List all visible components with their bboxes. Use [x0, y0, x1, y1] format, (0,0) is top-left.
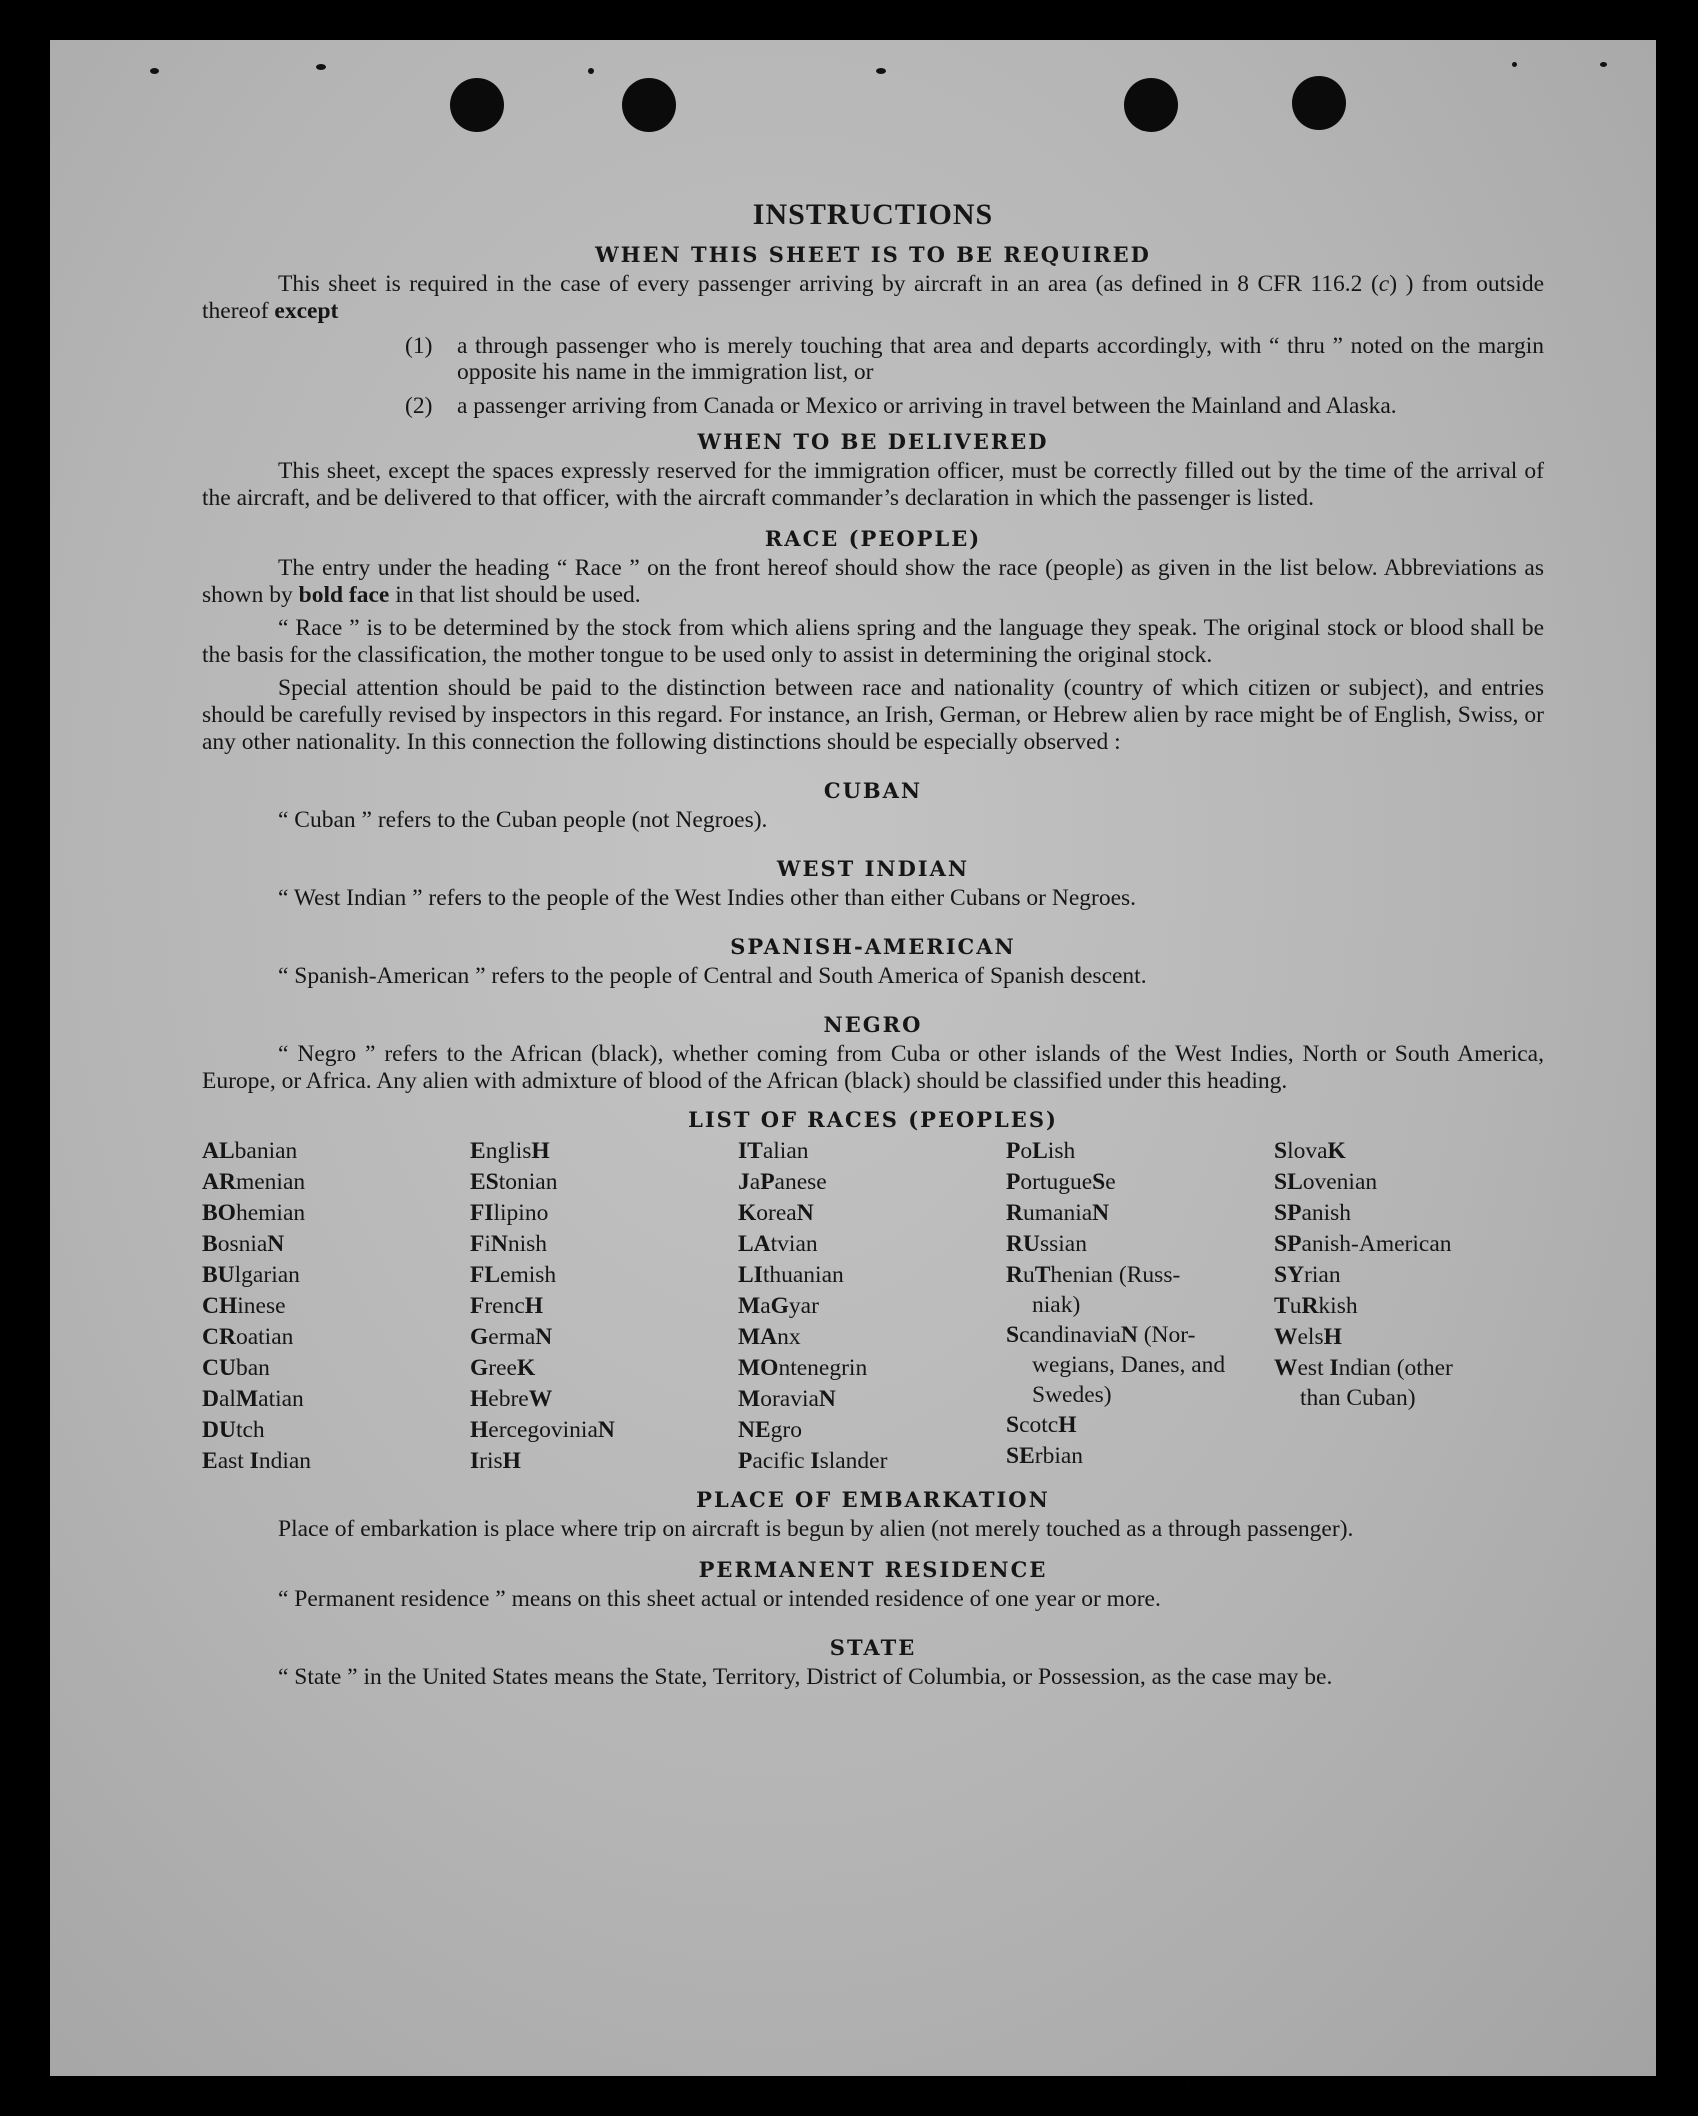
race-abbrev: NE	[738, 1417, 771, 1443]
race-entry	[470, 1291, 738, 1322]
race-paragraph-1	[202, 555, 1544, 609]
race-text: est	[1297, 1355, 1330, 1381]
race-abbrev: H	[1323, 1324, 1342, 1350]
race-text: nish	[507, 1231, 548, 1257]
race-text: atian	[258, 1386, 304, 1412]
race-abbrev: FL	[470, 1262, 501, 1288]
race-entry-continued: wegians, Danes, and Swedes)	[1032, 1352, 1226, 1408]
race-text: rian	[1304, 1262, 1341, 1288]
race-abbrev: E	[470, 1138, 486, 1164]
race-entry	[1274, 1322, 1542, 1353]
item-number: (1)	[405, 333, 433, 359]
race-abbrev: MO	[738, 1355, 779, 1381]
delivered-text: This sheet, except the spaces expressly reserved for the immigration officer, must be correctly filled out by the time of the arrival of the aircraft, and be delivered to that officer, with the aircraft commander’s declaration in which the passenger is listed.	[202, 458, 1544, 511]
race-column	[1006, 1136, 1274, 1477]
race-entry	[1006, 1410, 1274, 1441]
item-text: a passenger arriving from Canada or Mexico or arriving in travel between the Mainland and Alaska.	[457, 393, 1397, 419]
item-number: (2)	[405, 393, 433, 419]
race-abbrev: H	[470, 1386, 489, 1412]
race-abbrev: G	[770, 1293, 789, 1319]
west-indian-text: “ West Indian ” refers to the people of the West Indies other than either Cubans or Negroes.	[278, 885, 1137, 911]
race-text: nx	[777, 1324, 801, 1350]
race-abbrev: H	[524, 1293, 544, 1319]
race-text: lgarian	[234, 1262, 300, 1288]
cuban-text: “ Cuban ” refers to the Cuban people (not Negroes).	[278, 807, 768, 833]
race-abbrev: S	[1092, 1169, 1106, 1195]
race-abbrev: I	[470, 1448, 480, 1474]
heading-spanish-american: SPANISH-AMERICAN	[730, 934, 1016, 959]
race-entry	[470, 1198, 738, 1229]
race-abbrev: DU	[202, 1417, 236, 1443]
race-text: acific	[752, 1448, 811, 1474]
race-text: oravia	[760, 1386, 819, 1412]
race-entry	[202, 1384, 470, 1415]
race-abbrev: CR	[202, 1324, 236, 1350]
required-intro	[202, 271, 1544, 325]
race-text: ndian (other	[1338, 1355, 1453, 1381]
race-abbrev: T	[1034, 1262, 1051, 1288]
race-text: anish	[1301, 1200, 1352, 1226]
race-text: lipino	[493, 1200, 549, 1226]
negro-text: “ Negro ” refers to the African (black), whether coming from Cuba or other islands of the West Indies, North or South America, Europe, or Africa. Any alien with admixture of blood of the African (black) should be classified under this heading.	[202, 1041, 1544, 1094]
race-abbrev: S	[1274, 1138, 1288, 1164]
heading-west-indian: WEST INDIAN	[776, 856, 970, 881]
race-entry	[738, 1291, 1006, 1322]
race-abbrev: N	[490, 1231, 508, 1257]
race-entry-continued: niak)	[1032, 1292, 1081, 1318]
race-entry	[1006, 1229, 1274, 1260]
race-abbrev: N	[267, 1231, 285, 1257]
intro-except: except	[274, 298, 339, 324]
page-title: INSTRUCTIONS	[752, 198, 994, 231]
race-text: tonian	[498, 1169, 558, 1195]
race-abbrev: N	[796, 1200, 814, 1226]
race-text: e	[1105, 1169, 1116, 1195]
race-abbrev: H	[531, 1138, 550, 1164]
race-abbrev: IT	[738, 1138, 763, 1164]
speck	[1512, 62, 1517, 67]
residence-text: “ Permanent residence ” means on this sheet actual or intended residence of one year or more.	[278, 1586, 1161, 1612]
race-abbrev: T	[1274, 1293, 1290, 1319]
race-abbrev: LA	[738, 1231, 771, 1257]
race-abbrev: W	[528, 1386, 553, 1412]
state-text: “ State ” in the United States means the State, Territory, District of Columbia, or Possession, as the case may be.	[278, 1664, 1333, 1690]
race-entry	[470, 1229, 738, 1260]
race-column	[470, 1136, 738, 1477]
race-abbrev: N	[535, 1324, 553, 1350]
race-text: yar	[788, 1293, 819, 1319]
heading-state: STATE	[829, 1635, 917, 1660]
intro-c: c	[1378, 271, 1390, 297]
race-abbrev: S	[1006, 1322, 1020, 1348]
race-entry	[738, 1136, 1006, 1167]
speck	[876, 68, 886, 74]
race-abbrev: M	[738, 1386, 761, 1412]
race-abbrev: K	[1327, 1138, 1346, 1164]
race-text: ssian	[1039, 1231, 1087, 1257]
race-text: i	[484, 1231, 491, 1257]
race-entry	[738, 1229, 1006, 1260]
race-abbrev: SP	[1274, 1231, 1302, 1257]
race-abbrev: H	[502, 1448, 521, 1474]
race-abbrev: I	[1329, 1355, 1339, 1381]
bold-face-text: bold face	[298, 582, 390, 608]
race-text: henian (Russ-	[1050, 1262, 1181, 1288]
race-abbrev: SE	[1006, 1443, 1035, 1469]
race-entry	[738, 1198, 1006, 1229]
race-entry	[1006, 1198, 1274, 1229]
race-text: ovenian	[1302, 1169, 1378, 1195]
race-entry	[470, 1446, 738, 1477]
heading-cuban: CUBAN	[823, 778, 923, 803]
race-entry	[1274, 1167, 1542, 1198]
speck	[588, 68, 594, 74]
spanish-american-text: “ Spanish-American ” refers to the people of Central and South America of Spanish descent.	[278, 963, 1147, 989]
heading-negro: NEGRO	[823, 1012, 923, 1037]
race-entry	[1006, 1167, 1274, 1198]
race-text: tch	[235, 1417, 265, 1443]
race-text: inese	[237, 1293, 286, 1319]
race-abbrev: W	[1274, 1355, 1298, 1381]
document-sheet	[50, 40, 1656, 2076]
race-p1-a: The entry under the heading “ Race ” on the front hereof should show the race (people) as given in the list below. Abbreviations as shown by	[202, 555, 1544, 608]
race-abbrev: K	[738, 1200, 757, 1226]
race-abbrev: M	[738, 1293, 761, 1319]
race-abbrev: N	[818, 1386, 836, 1412]
race-entry	[1274, 1260, 1542, 1291]
race-entry-continued: than Cuban)	[1300, 1385, 1416, 1411]
race-entry	[738, 1384, 1006, 1415]
race-entry	[1006, 1441, 1274, 1472]
race-text: anish-American	[1301, 1231, 1452, 1257]
race-text: a	[749, 1169, 761, 1195]
race-abbrev: LI	[738, 1262, 763, 1288]
race-entry	[202, 1353, 470, 1384]
race-text: ris	[479, 1448, 503, 1474]
race-abbrev: R	[1301, 1293, 1319, 1319]
race-column	[1274, 1136, 1542, 1477]
race-abbrev: F	[470, 1231, 485, 1257]
race-entry	[738, 1353, 1006, 1384]
race-entry	[1274, 1136, 1542, 1167]
race-abbrev: I	[249, 1448, 259, 1474]
race-text: u	[1022, 1262, 1035, 1288]
race-abbrev: N	[597, 1417, 615, 1443]
race-text: banian	[234, 1138, 298, 1164]
race-entry	[1006, 1260, 1274, 1290]
race-entry	[470, 1136, 738, 1167]
race-abbrev: SL	[1274, 1169, 1303, 1195]
speck	[316, 64, 326, 70]
race-entry	[1006, 1136, 1274, 1167]
race-abbrev: R	[1006, 1200, 1023, 1226]
race-abbrev: ES	[470, 1169, 499, 1195]
race-entry	[1274, 1229, 1542, 1260]
race-entry	[202, 1136, 470, 1167]
race-entry	[1274, 1291, 1542, 1322]
instructions-body	[202, 160, 1544, 1691]
race-abbrev: BU	[202, 1262, 235, 1288]
race-entry	[1274, 1198, 1542, 1229]
race-entry	[738, 1260, 1006, 1291]
race-entry	[202, 1260, 470, 1291]
race-abbrev: K	[516, 1355, 536, 1381]
race-text: ebre	[488, 1386, 529, 1412]
race-abbrev: E	[202, 1448, 218, 1474]
race-text: ndian	[258, 1448, 312, 1474]
race-paragraph-2: “ Race ” is to be determined by the stock from which aliens spring and the language they speak. The original stock or blood shall be the basis for the classification, the mother tongue to be used only to assist in determining the original stock.	[202, 615, 1544, 668]
race-abbrev: J	[738, 1169, 750, 1195]
race-text: nglis	[485, 1138, 532, 1164]
race-entry	[202, 1415, 470, 1446]
intro-text-a: This sheet is required in the case of every passenger arriving by aircraft in an area (as defined in 8 CFR 116.2 (	[278, 271, 1379, 297]
race-text: ortugue	[1020, 1169, 1093, 1195]
race-entry	[202, 1322, 470, 1353]
race-abbrev: H	[1058, 1412, 1077, 1438]
race-entry	[470, 1353, 738, 1384]
race-text: menian	[235, 1169, 306, 1195]
race-p1-b: in that list should be used.	[389, 582, 641, 608]
race-text: ercegovinia	[488, 1417, 598, 1443]
race-abbrev: P	[1006, 1138, 1021, 1164]
race-entry	[738, 1167, 1006, 1198]
race-text: renc	[484, 1293, 525, 1319]
race-abbrev: MA	[738, 1324, 778, 1350]
race-abbrev: RU	[1006, 1231, 1040, 1257]
speck	[1600, 62, 1607, 67]
heading-races-list: LIST OF RACES (PEOPLES)	[688, 1107, 1058, 1132]
race-abbrev: I	[810, 1448, 820, 1474]
race-text: lova	[1287, 1138, 1328, 1164]
race-text: umania	[1022, 1200, 1093, 1226]
race-abbrev: P	[738, 1448, 753, 1474]
heading-race: RACE (PEOPLE)	[764, 526, 982, 551]
race-abbrev: L	[1032, 1138, 1048, 1164]
race-abbrev: CH	[202, 1293, 238, 1319]
race-text: orea	[756, 1200, 797, 1226]
required-item-2	[405, 393, 1544, 419]
race-entry	[738, 1322, 1006, 1353]
race-abbrev: P	[1006, 1169, 1021, 1195]
required-item-1	[405, 333, 1544, 385]
race-text: ree	[488, 1355, 517, 1381]
punch-hole	[1124, 78, 1178, 132]
intro-text-b: ) ) from outside thereof	[202, 271, 1544, 324]
punch-hole	[450, 78, 504, 132]
race-text: oatian	[235, 1324, 294, 1350]
races-list	[202, 1136, 1544, 1477]
race-abbrev: SY	[1274, 1262, 1305, 1288]
race-abbrev: M	[235, 1386, 259, 1412]
race-paragraph-3: Special attention should be paid to the distinction between race and nationality (country of which citizen or subject), and entries should be carefully revised by inspectors in this regard. For instance, an Irish, German, or Hebrew alien by race might be of English, Swiss, or any other nationality. In this connection the following distinctions should be especially observed :	[202, 675, 1544, 755]
race-text: cotc	[1019, 1412, 1059, 1438]
race-abbrev: G	[470, 1355, 489, 1381]
heading-delivered: WHEN TO BE DELIVERED	[697, 429, 1049, 454]
race-abbrev: R	[1006, 1262, 1023, 1288]
race-abbrev: AL	[202, 1138, 235, 1164]
embarkation-text: Place of embarkation is place where trip on aircraft is begun by alien (not merely touched as a through passenger).	[278, 1516, 1354, 1542]
speck	[1188, 2080, 1189, 2081]
heading-required: WHEN THIS SHEET IS TO BE REQUIRED	[595, 242, 1151, 267]
race-text: osnia	[217, 1231, 268, 1257]
race-text: erma	[488, 1324, 536, 1350]
race-text: ast	[217, 1448, 250, 1474]
race-text: slander	[819, 1448, 888, 1474]
race-abbrev: G	[470, 1324, 489, 1350]
punch-hole	[622, 78, 676, 132]
race-abbrev: W	[1274, 1324, 1298, 1350]
race-abbrev: N	[1092, 1200, 1110, 1226]
race-entry	[470, 1260, 738, 1291]
race-abbrev: BO	[202, 1200, 236, 1226]
item-text: a through passenger who is merely touching that area and departs accordingly, with “ thru ” noted on the margin opposite his name in the immigration list, or	[457, 333, 1544, 385]
race-text: kish	[1318, 1293, 1358, 1319]
race-abbrev: B	[202, 1231, 218, 1257]
race-text: al	[218, 1386, 236, 1412]
race-column	[202, 1136, 470, 1477]
race-text: tvian	[770, 1231, 818, 1257]
race-abbrev: AR	[202, 1169, 236, 1195]
race-abbrev: D	[202, 1386, 219, 1412]
race-abbrev: F	[470, 1293, 485, 1319]
race-entry	[1274, 1353, 1542, 1383]
race-entry	[202, 1198, 470, 1229]
race-entry	[1006, 1320, 1274, 1350]
race-text: els	[1297, 1324, 1324, 1350]
race-column	[738, 1136, 1006, 1477]
speck	[150, 68, 159, 74]
race-text: anese	[774, 1169, 827, 1195]
race-text: (Nor-	[1137, 1322, 1196, 1348]
race-abbrev: FI	[470, 1200, 494, 1226]
race-entry	[738, 1446, 1006, 1477]
race-entry	[202, 1229, 470, 1260]
heading-embarkation: PLACE OF EMBARKATION	[696, 1487, 1050, 1512]
race-abbrev: N	[1120, 1322, 1138, 1348]
race-text: ish	[1047, 1138, 1076, 1164]
race-text: emish	[500, 1262, 557, 1288]
race-text: thuanian	[762, 1262, 844, 1288]
race-entry	[470, 1415, 738, 1446]
race-entry	[470, 1322, 738, 1353]
race-entry	[202, 1446, 470, 1477]
race-entry	[470, 1167, 738, 1198]
race-abbrev: S	[1006, 1412, 1020, 1438]
race-text: candinavia	[1019, 1322, 1121, 1348]
race-abbrev: CU	[202, 1355, 236, 1381]
race-abbrev: SP	[1274, 1200, 1302, 1226]
race-entry	[470, 1384, 738, 1415]
race-abbrev: H	[470, 1417, 489, 1443]
race-text: ban	[235, 1355, 270, 1381]
race-text: hemian	[235, 1200, 306, 1226]
race-abbrev: P	[760, 1169, 775, 1195]
heading-residence: PERMANENT RESIDENCE	[698, 1557, 1048, 1582]
race-text: rbian	[1034, 1443, 1084, 1469]
race-text: ntenegrin	[778, 1355, 868, 1381]
race-entry	[738, 1415, 1006, 1446]
race-entry	[202, 1291, 470, 1322]
punch-hole	[1292, 76, 1346, 130]
race-text: gro	[770, 1417, 802, 1443]
race-entry	[202, 1167, 470, 1198]
race-text: alian	[762, 1138, 809, 1164]
race-text: u	[1289, 1293, 1302, 1319]
race-text: o	[1020, 1138, 1033, 1164]
race-text: a	[760, 1293, 771, 1319]
